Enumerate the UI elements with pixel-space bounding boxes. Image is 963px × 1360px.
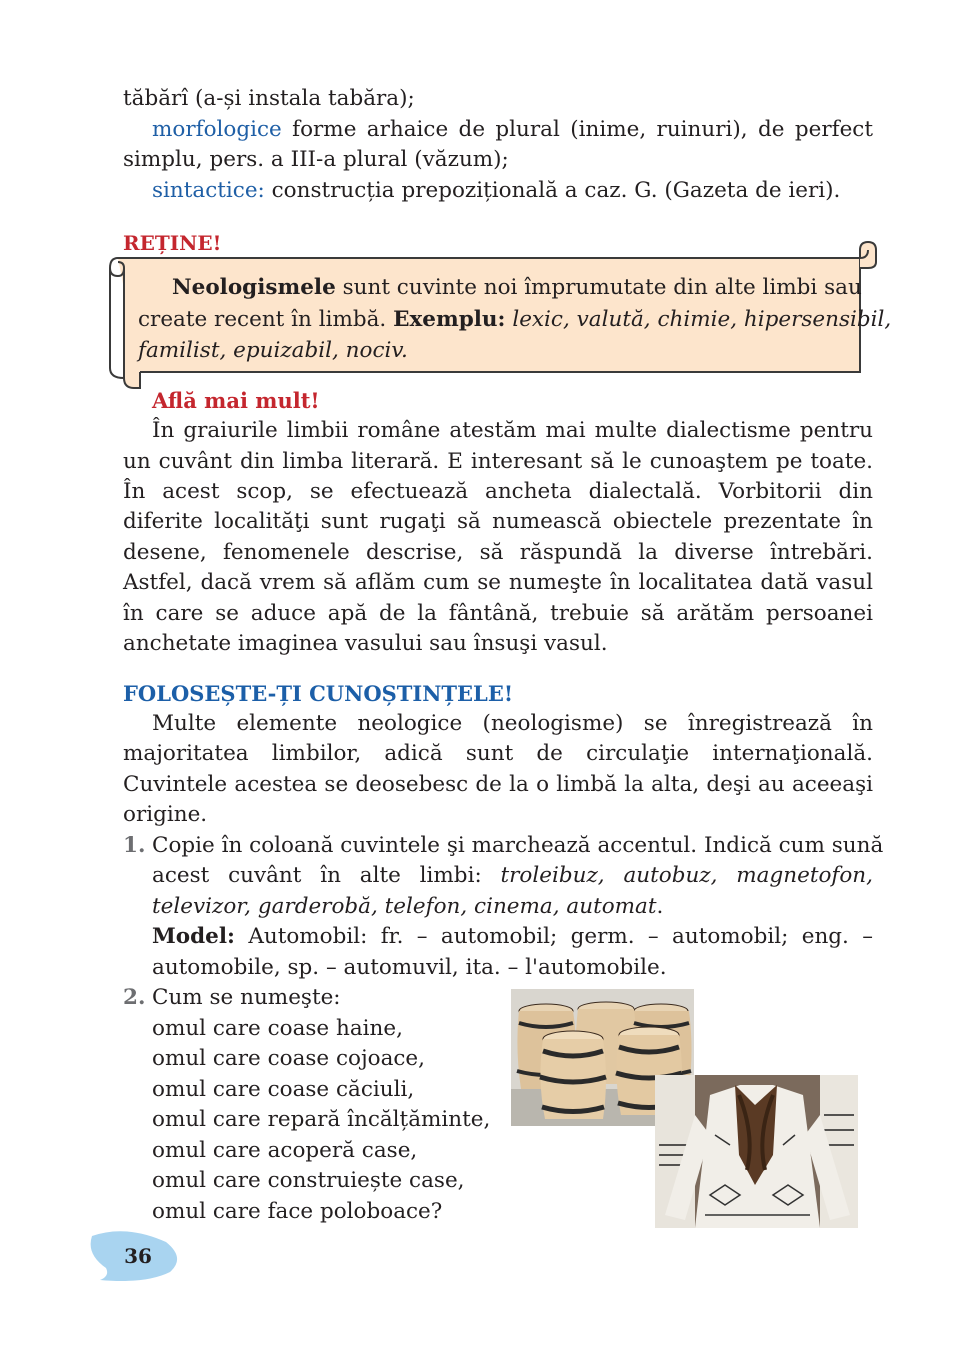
page-number: 36 (124, 1244, 152, 1268)
list-item: omul care face poloboace? (152, 1199, 443, 1224)
afla-line: În acest scop, se efectuează ancheta dialectală. Vorbitorii din (123, 479, 873, 504)
list-item: omul care acoperă case, (152, 1138, 418, 1163)
term-sintactice: sintactice: (152, 178, 265, 203)
exercise-question: Cum se numeşte: (152, 985, 341, 1010)
text-line: simplu, pers. a III-a plural (văzum); (123, 147, 509, 172)
afla-line: desene, fenomenele descrise, să răspundă la diverse întrebări. (123, 540, 873, 565)
foloseste-heading: FOLOSEȘTE-ȚI CUNOȘTINȚELE! (123, 681, 514, 706)
list-item: omul care coase cojoace, (152, 1046, 425, 1071)
afla-line: Astfel, dacă vrem să aflăm cum se numeşte în localitatea dată vasul (123, 570, 873, 595)
text-fragment: sunt cuvinte noi împrumutate din alte limbi sau (335, 275, 862, 300)
list-item: omul care coase haine, (152, 1016, 403, 1041)
model-line: automobile, sp. – automuvil, ita. – l'automobile. (152, 955, 667, 980)
text-fragment: construcția prepozițională a caz. G. (Gazeta de ieri). (264, 178, 841, 203)
afla-line: în care se aduce apă de la fântână, trebuie să arătăm persoanei (123, 601, 873, 626)
afla-line: diferite localităţi sunt rugaţi să numească obiectele prezentate în (123, 509, 873, 534)
retine-heading: REȚINE! (123, 231, 222, 255)
afla-line: În graiurile limbii române atestăm mai multe dialectisme pentru (152, 418, 873, 443)
text-fragment: create recent în limbă. (138, 307, 394, 332)
retine-line (138, 335, 858, 366)
text-line: tăbărî (a-și instala tabăra); (123, 86, 415, 111)
list-item: omul care coase căciuli, (152, 1077, 415, 1102)
exercise-number: 1. (123, 833, 146, 858)
text-fragment: acest cuvânt în alte limbi: (152, 863, 501, 888)
intro-line: origine. (123, 802, 208, 827)
intro-line: Multe elemente neologice (neologisme) se înregistrează în (152, 711, 873, 736)
example-words: lexic, valută, chimie, hipersensibil, (505, 307, 892, 332)
exercise-line (152, 892, 873, 922)
word-list: troleibuz, autobuz, magnetofon, (500, 863, 873, 888)
word-list: televizor, garderobă, telefon, cinema, automat (152, 894, 657, 919)
afla-line: un cuvânt din limba literară. E interesant să le cunoaştem pe toate. (123, 449, 873, 474)
term-morfologice: morfologice (152, 117, 282, 142)
text-fragment: . (656, 894, 664, 919)
text-line (152, 115, 873, 145)
retine-line (138, 272, 862, 303)
text-line (152, 176, 873, 206)
list-item: omul care construiește case, (152, 1168, 465, 1193)
list-item: omul care repară încălțăminte, (152, 1107, 491, 1132)
retine-line (138, 304, 892, 335)
sheepskin-coat-photo (655, 1075, 858, 1228)
exercise-number: 2. (123, 985, 146, 1010)
example-label: Exemplu: (393, 307, 506, 332)
intro-line: Cuvintele acestea se deosebesc de la o limbă la alta, deşi au aceeaşi (123, 772, 873, 797)
text-fragment: forme arhaice de plural (inime, ruinuri), de perfect (281, 117, 873, 142)
model-label: Model: (152, 924, 235, 949)
bold-term: Neologismele (172, 275, 336, 300)
exercise-line: Copie în coloană cuvintele şi marchează accentul. Indică cum sună (152, 833, 884, 858)
afla-line: anchetate imaginea vasului sau însuşi vasul. (123, 631, 608, 656)
intro-line: majoritatea limbilor, adică sunt de circulaţie internaţională. (123, 741, 873, 766)
exercise-line (152, 861, 873, 891)
text-fragment: Automobil: fr. – automobil; germ. – automobil; eng. – (234, 924, 873, 949)
model-line (152, 922, 873, 952)
afla-heading: Află mai mult! (152, 388, 320, 413)
example-words: familist, epuizabil, nociv. (138, 338, 408, 363)
